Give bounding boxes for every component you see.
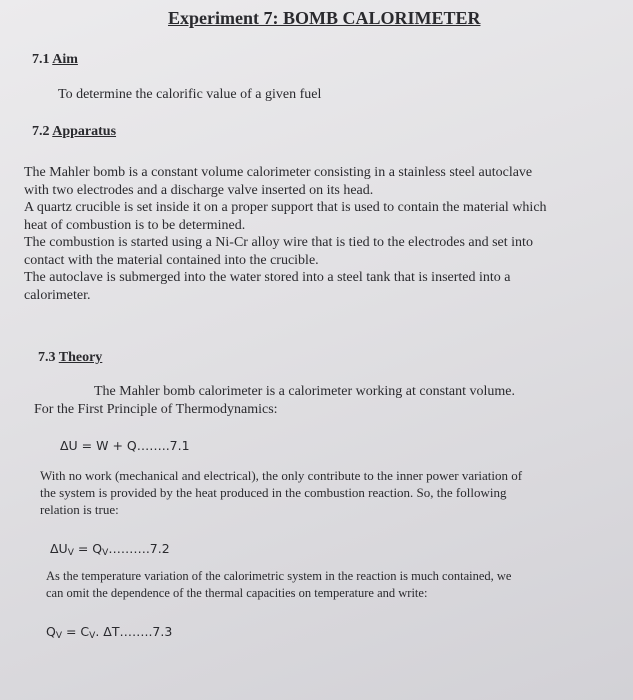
text-line: The autoclave is submerged into the water stored into a steel tank that is inserted into a xyxy=(24,270,511,285)
section-number: 7.3 xyxy=(38,350,56,365)
theory-heading xyxy=(38,350,102,366)
equation-7-2: $\Delta U_V$ = $Q_V\dots\dots\dots.7.2$ xyxy=(50,541,170,558)
text-line: With no work (mechanical and electrical), the only contribute to the inner power variation of xyxy=(40,468,523,483)
text-line: calorimeter. xyxy=(24,287,91,303)
page-title: Experiment 7: BOMB CALORIMETER xyxy=(168,8,481,28)
text-line: A quartz crucible is set inside it on a proper support that is used to contain the material which xyxy=(24,200,547,215)
text-line: relation is true: xyxy=(40,502,119,517)
text-line: The combustion is started using a Ni-Cr alloy wire that is tied to the electrodes and set into xyxy=(24,235,533,250)
text-line: contact with the material contained into the crucible. xyxy=(24,252,319,268)
text-line: the system is provided by the heat produced in the combustion reaction. So, the following xyxy=(40,485,507,500)
theory-line: For the First Principle of Thermodynamics: xyxy=(34,402,278,417)
apparatus-paragraph xyxy=(24,164,547,304)
equation-7-1: ΔU = W + Q……..7.1 xyxy=(60,438,190,453)
aim-heading xyxy=(32,52,78,68)
section-number: 7.1 xyxy=(32,52,50,67)
section-title: Theory xyxy=(58,350,103,365)
section-title: Aim xyxy=(52,52,78,67)
theory-line: The Mahler bomb calorimeter is a calorimeter working at constant volume. xyxy=(94,384,516,399)
text-line: with two electrodes and a discharge valve inserted on its head. xyxy=(24,182,374,198)
theory-paragraph-3 xyxy=(46,568,511,602)
text-line: can omit the dependence of the thermal capacities on temperature and write: xyxy=(46,586,428,600)
section-title: Apparatus xyxy=(52,124,117,139)
section-number: 7.2 xyxy=(32,124,50,139)
theory-paragraph-2 xyxy=(40,467,522,518)
equation-7-3: $Q_V = C_V$. ΔT……..7.3 xyxy=(46,624,173,641)
text-line: As the temperature variation of the calorimetric system in the reaction is much contained, we xyxy=(46,569,512,583)
apparatus-heading xyxy=(32,124,116,140)
text-line: heat of combustion is to be determined. xyxy=(24,217,246,233)
text-line: The Mahler bomb is a constant volume calorimeter consisting in a stainless steel autoclave xyxy=(24,165,533,180)
aim-text: To determine the calorific value of a given fuel xyxy=(58,87,322,102)
